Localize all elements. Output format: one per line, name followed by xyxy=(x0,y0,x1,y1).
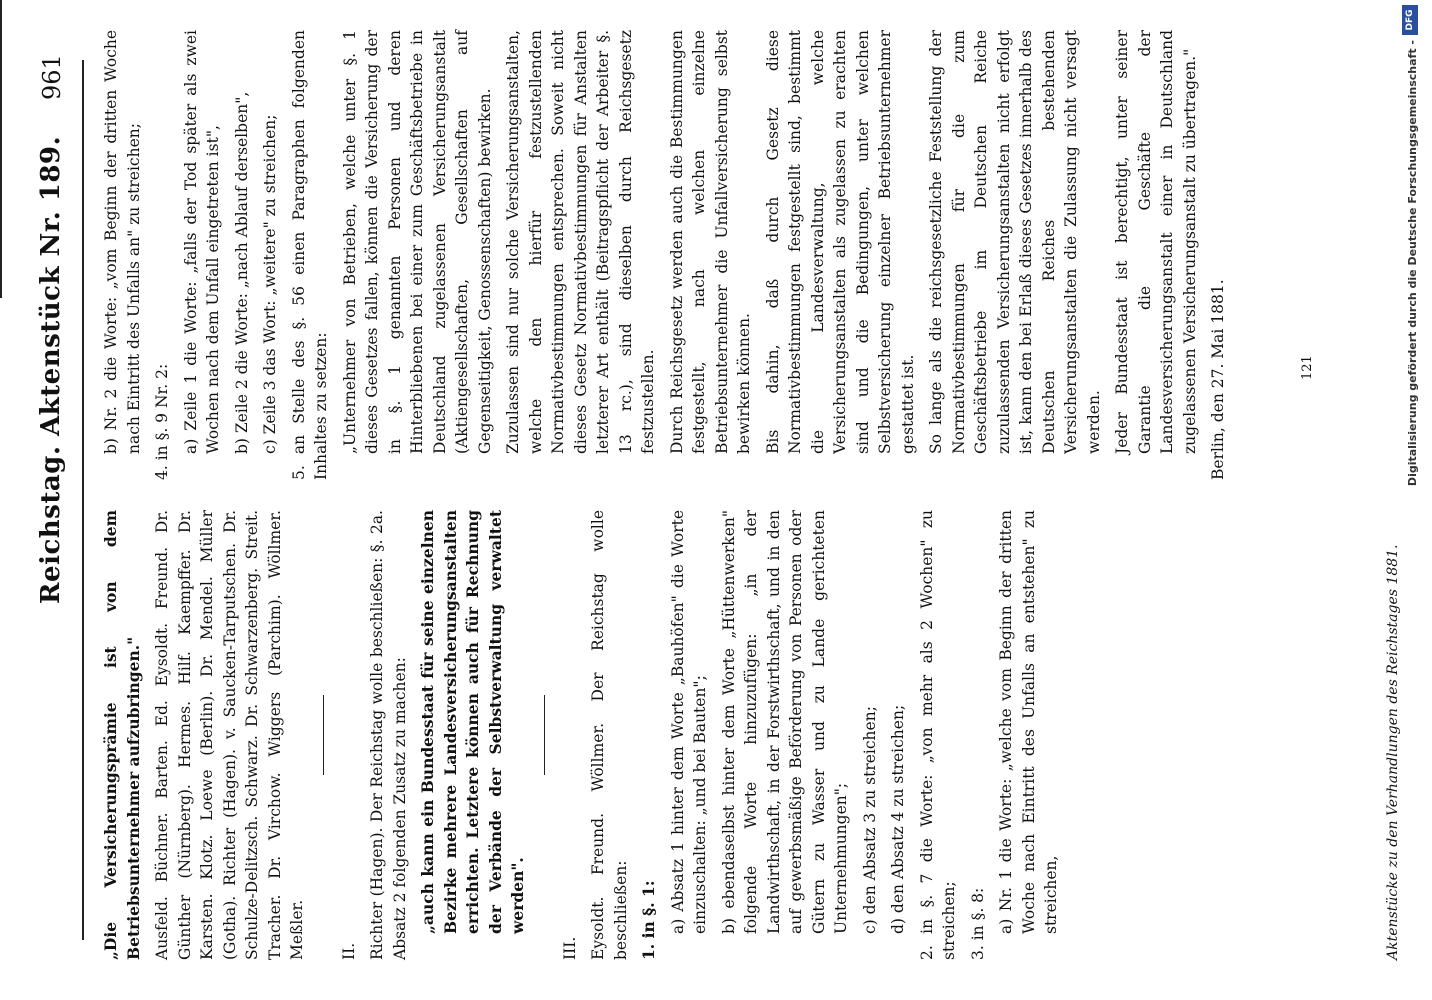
paragraph: So lange als die reichsgesetzliche Feststellung der Normativbestimmungen für die zum Geschäftsbetriebe im Deutschen Reiche zuzulassenden Versicherungsanstalten nicht erfolgt ist, kann den bei Erlaß dieses Gesetzes innerhalb des Deutschen Reiches bestehenden Versicherungsanstalten die Zulassung nicht versagt werden. xyxy=(927,30,1103,454)
paragraph: a) Absatz 1 hinter dem Worte „Bauhöfen" die Worte einzuschalten: „und bei Bauten"; xyxy=(668,510,709,934)
paragraph: b) Nr. 2 die Worte: „vom Beginn der dritten Woche nach Eintritt des Unfalls an" zu streichen; xyxy=(102,30,143,454)
page-number: 961 xyxy=(38,54,66,100)
paragraph: 3. in §. 8: xyxy=(968,887,987,960)
paragraph: Bis dahin, daß durch Gesetz diese Normativbestimmungen festgestellt sind, bestimmt die Landesverwaltung, welche Versicherungsanstalten als zugelassen zu erachten sind und die Bedingungen, unter welchen Selbstversicherung einzelner Betriebsunternehmer gestattet ist. xyxy=(763,30,917,454)
paragraph: a) Zeile 1 die Worte: „falls der Tod später als zwei Wochen nach dem Unfall eingetreten ist", xyxy=(181,30,222,454)
page-header xyxy=(30,0,90,1000)
paragraph: Jeder Bundesstaat ist berechtigt, unter seiner Garantie die Geschäfte der Landesversicherungsanstalt einer in Deutschland zugelassenen Versicherungsanstalt zu übertragen." xyxy=(1113,30,1199,454)
section-separator xyxy=(544,695,545,775)
paragraph: c) Zeile 3 das Wort: „weitere" zu streichen; xyxy=(261,114,279,454)
top-rule xyxy=(0,0,2,298)
paragraph: b) Zeile 2 die Worte: „nach Ablauf derselben", xyxy=(232,91,251,454)
paragraph: c) den Absatz 3 zu streichen; xyxy=(860,706,879,934)
paragraph: a) Nr. 1 die Worte: „welche vom Beginn der dritten Woche nach Eintritt des Unfalls an entstehen" zu streichen, xyxy=(997,510,1060,934)
paragraph: Durch Reichsgesetz werden auch die Bestimmungen festgestellt, nach welchen einzelne Betriebsunternehmer die Unfallversicherung selbst bewirken können. xyxy=(667,30,753,454)
paragraph: III. xyxy=(560,936,579,960)
paragraph: 1. in §. 1: xyxy=(639,880,658,960)
paragraph: „Unternehmer von Betrieben, welche unter §. 1 dieses Gesetzes fallen, können die Versicherung der in §. 1 genannten Personen und deren Hinterbliebenen bei einer zum Geschäftsbetriebe in Deutschland zugelassenen Versicherungsanstalt (Aktiengesellschaften, Gesellschaften auf Gegenseitigkeit, Genossenschaften) bewirken. xyxy=(340,30,494,454)
paragraph: II. xyxy=(339,942,358,960)
paragraph: „auch kann ein Bundesstaat für seine einzelnen Bezirke mehrere Landesversicherungsanstalten errichten. Letztere können auch für Rechnung der Verbände der Selbstverwaltung verwaltet werden". xyxy=(418,510,527,934)
paragraph: 5. an Stelle des §. 56 einen Paragraphen folgenden Inhaltes zu setzen: xyxy=(289,30,330,480)
paragraph: b) ebendaselbst hinter dem Worte „Hüttenwerken" folgende Worte hinzuzufügen: „in der Landwirthschaft, in der Forstwirthschaft, und in den auf gewerbsmäßige Beförderung von Personen oder Gütern zu Wasser und zu Lande gerichteten Unternehmungen"; xyxy=(719,510,850,934)
footer-source: Aktenstücke zu den Verhandlungen des Reichstages 1881. xyxy=(1385,544,1401,960)
dfg-strip xyxy=(1392,0,1432,1000)
right-column xyxy=(100,30,1236,480)
paragraph: 4. in §. 9 Nr. 2: xyxy=(153,363,171,480)
paragraph: Zuzulassen sind nur solche Versicherungsanstalten, welche den hierfür festzustellenden Normativbestimmungen entsprechen. Soweit nicht dieses Gesetz Normativbestimmungen für Anstalten letzterer Art enthält (Beitragspflicht der Arbeiter §. 13 rc.), sind dieselben durch Reichsgesetz festzustellen. xyxy=(504,30,657,454)
paragraph: 2. in §. 7 die Worte: „von mehr als 2 Wochen" zu streichen; xyxy=(917,510,958,960)
paragraph: Ausfeld. Büchner. Barten. Ed. Eysoldt. Freund. Dr. Günther (Nürnberg). Hermes. Hilf. Kaempffer. Dr. Karsten. Klotz. Loewe (Berlin). Dr. Mendel. Müller (Gotha). Richter (Hagen). v. Saucken-Tarputschen. Dr. Schulze-Delitzsch. Schwarz. Dr. Schwarzenberg. Streit. Tracher. Dr. Virchow. Wiggers (Parchim). Wöllmer. Meßler. xyxy=(153,510,306,960)
paragraph: Eysoldt. Freund. Wöllmer. Der Reichstag wolle beschließen: xyxy=(589,510,630,960)
paragraph: d) den Absatz 4 zu streichen; xyxy=(889,704,907,934)
section-separator xyxy=(323,695,324,775)
dfg-logo: DFG xyxy=(1402,5,1418,35)
page-title: Reichstag. Aktenstück Nr. 189. xyxy=(36,135,66,605)
paragraph: Richter (Hagen). Der Reichstag wolle beschließen: §. 2a. Absatz 2 folgenden Zusatz zu machen: xyxy=(368,510,409,960)
dfg-credit: Digitalisierung gefördert durch die Deutsche Forschungsgemeinschaft - xyxy=(1406,40,1419,487)
sheet-mark: 121 xyxy=(1300,355,1315,380)
paragraph: „Die Versicherungsprämie ist von dem Betriebsunternehmer aufzubringen." xyxy=(101,510,143,960)
left-column xyxy=(100,510,1069,960)
header-rule xyxy=(82,60,84,940)
paragraph: Berlin, den 27. Mai 1881. xyxy=(1209,279,1227,480)
